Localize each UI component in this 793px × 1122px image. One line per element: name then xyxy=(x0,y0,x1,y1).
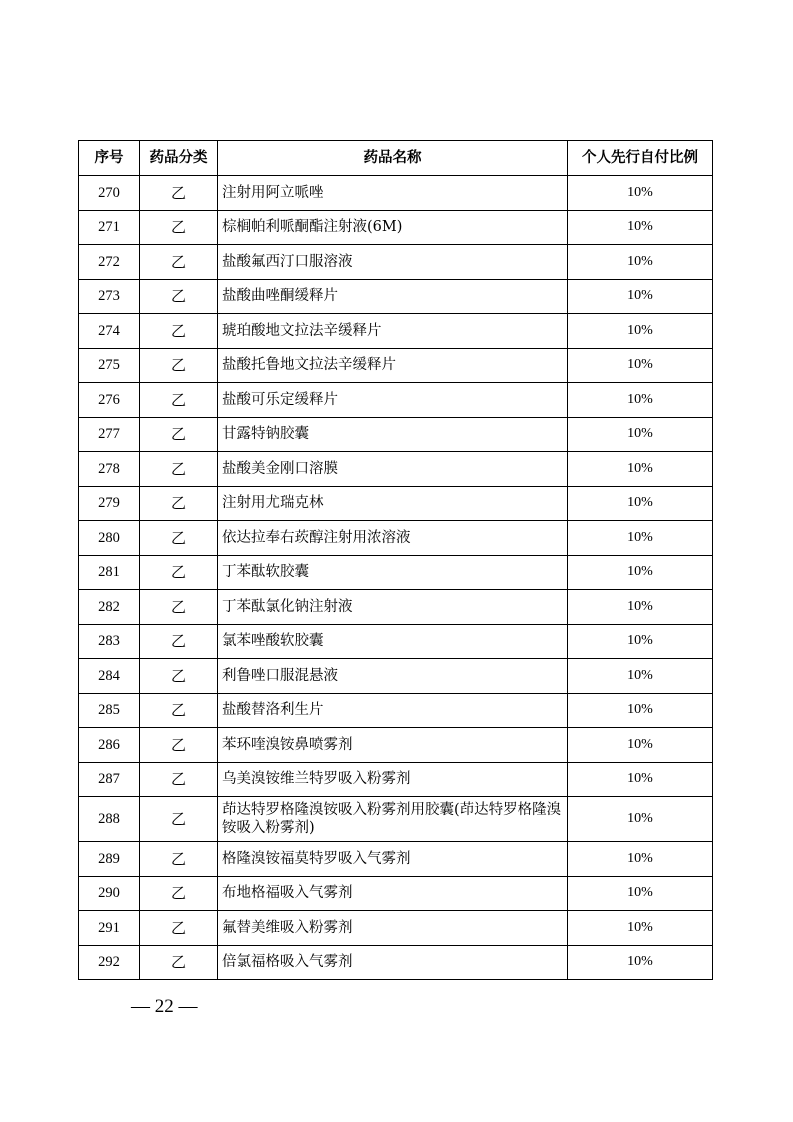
drug-name-cell: 依达拉奉右莰醇注射用浓溶液 xyxy=(218,521,568,556)
table-row xyxy=(79,417,713,452)
table-row xyxy=(79,452,713,487)
drug-name-cell: 注射用尤瑞克林 xyxy=(218,486,568,521)
drug-name-cell: 盐酸替洛利生片 xyxy=(218,693,568,728)
drug-category-cell: 乙 xyxy=(140,876,218,911)
table-row xyxy=(79,876,713,911)
serial-number-cell: 284 xyxy=(79,659,140,694)
serial-number-cell: 272 xyxy=(79,245,140,280)
drug-name-cell: 乌美溴铵维兰特罗吸入粉雾剂 xyxy=(218,762,568,797)
self-pay-ratio-cell: 10% xyxy=(568,176,713,211)
drug-name-cell: 盐酸曲唑酮缓释片 xyxy=(218,279,568,314)
drug-category-cell: 乙 xyxy=(140,590,218,625)
self-pay-ratio-cell: 10% xyxy=(568,245,713,280)
header-drug-category: 药品分类 xyxy=(140,141,218,176)
table-row xyxy=(79,348,713,383)
serial-number-cell: 287 xyxy=(79,762,140,797)
self-pay-ratio-cell: 10% xyxy=(568,693,713,728)
serial-number-cell: 290 xyxy=(79,876,140,911)
drug-category-cell: 乙 xyxy=(140,486,218,521)
self-pay-ratio-cell: 10% xyxy=(568,279,713,314)
table-row xyxy=(79,624,713,659)
table-row xyxy=(79,245,713,280)
table-row xyxy=(79,659,713,694)
drug-category-cell: 乙 xyxy=(140,945,218,980)
drug-category-cell: 乙 xyxy=(140,210,218,245)
self-pay-ratio-cell: 10% xyxy=(568,797,713,842)
serial-number-cell: 291 xyxy=(79,911,140,946)
drug-name-cell: 茚达特罗格隆溴铵吸入粉雾剂用胶囊(茚达特罗格隆溴铵吸入粉雾剂) xyxy=(218,797,568,842)
table-row xyxy=(79,693,713,728)
table-row xyxy=(79,314,713,349)
table-row xyxy=(79,797,713,842)
drug-name-cell: 琥珀酸地文拉法辛缓释片 xyxy=(218,314,568,349)
self-pay-ratio-cell: 10% xyxy=(568,383,713,418)
drug-name-cell: 丁苯酞软胶囊 xyxy=(218,555,568,590)
drug-name-cell: 利鲁唑口服混悬液 xyxy=(218,659,568,694)
drug-name-cell: 注射用阿立哌唑 xyxy=(218,176,568,211)
self-pay-ratio-cell: 10% xyxy=(568,659,713,694)
drug-category-cell: 乙 xyxy=(140,555,218,590)
serial-number-cell: 270 xyxy=(79,176,140,211)
header-self-pay-ratio: 个人先行自付比例 xyxy=(568,141,713,176)
drug-name-cell: 甘露特钠胶囊 xyxy=(218,417,568,452)
drug-category-cell: 乙 xyxy=(140,762,218,797)
serial-number-cell: 286 xyxy=(79,728,140,763)
drug-table xyxy=(78,140,713,980)
serial-number-cell: 273 xyxy=(79,279,140,314)
table-row xyxy=(79,555,713,590)
self-pay-ratio-cell: 10% xyxy=(568,842,713,877)
table-row xyxy=(79,279,713,314)
drug-category-cell: 乙 xyxy=(140,624,218,659)
self-pay-ratio-cell: 10% xyxy=(568,762,713,797)
drug-name-cell: 格隆溴铵福莫特罗吸入气雾剂 xyxy=(218,842,568,877)
drug-category-cell: 乙 xyxy=(140,279,218,314)
drug-name-cell: 苯环喹溴铵鼻喷雾剂 xyxy=(218,728,568,763)
table-row xyxy=(79,176,713,211)
drug-category-cell: 乙 xyxy=(140,797,218,842)
serial-number-cell: 289 xyxy=(79,842,140,877)
header-drug-name: 药品名称 xyxy=(218,141,568,176)
drug-category-cell: 乙 xyxy=(140,911,218,946)
drug-category-cell: 乙 xyxy=(140,452,218,487)
serial-number-cell: 276 xyxy=(79,383,140,418)
drug-name-cell: 盐酸可乐定缓释片 xyxy=(218,383,568,418)
self-pay-ratio-cell: 10% xyxy=(568,210,713,245)
self-pay-ratio-cell: 10% xyxy=(568,728,713,763)
table-row xyxy=(79,842,713,877)
page-number: — 22 — xyxy=(131,996,198,1017)
serial-number-cell: 288 xyxy=(79,797,140,842)
drug-category-cell: 乙 xyxy=(140,417,218,452)
serial-number-cell: 285 xyxy=(79,693,140,728)
drug-category-cell: 乙 xyxy=(140,521,218,556)
drug-category-cell: 乙 xyxy=(140,693,218,728)
drug-category-cell: 乙 xyxy=(140,728,218,763)
serial-number-cell: 283 xyxy=(79,624,140,659)
table-row xyxy=(79,486,713,521)
table-row xyxy=(79,210,713,245)
serial-number-cell: 275 xyxy=(79,348,140,383)
drug-category-cell: 乙 xyxy=(140,348,218,383)
drug-category-cell: 乙 xyxy=(140,176,218,211)
drug-category-cell: 乙 xyxy=(140,659,218,694)
serial-number-cell: 282 xyxy=(79,590,140,625)
table-header-row xyxy=(79,141,713,176)
serial-number-cell: 278 xyxy=(79,452,140,487)
drug-category-cell: 乙 xyxy=(140,245,218,280)
table-body xyxy=(79,176,713,980)
self-pay-ratio-cell: 10% xyxy=(568,624,713,659)
drug-name-cell: 盐酸托鲁地文拉法辛缓释片 xyxy=(218,348,568,383)
self-pay-ratio-cell: 10% xyxy=(568,876,713,911)
self-pay-ratio-cell: 10% xyxy=(568,911,713,946)
serial-number-cell: 281 xyxy=(79,555,140,590)
drug-name-cell: 氟替美维吸入粉雾剂 xyxy=(218,911,568,946)
drug-name-cell: 棕榈帕利哌酮酯注射液(6M) xyxy=(218,210,568,245)
self-pay-ratio-cell: 10% xyxy=(568,314,713,349)
self-pay-ratio-cell: 10% xyxy=(568,417,713,452)
drug-name-cell: 氯苯唑酸软胶囊 xyxy=(218,624,568,659)
drug-name-cell: 盐酸美金刚口溶膜 xyxy=(218,452,568,487)
table-row xyxy=(79,762,713,797)
self-pay-ratio-cell: 10% xyxy=(568,945,713,980)
self-pay-ratio-cell: 10% xyxy=(568,590,713,625)
drug-name-cell: 盐酸氟西汀口服溶液 xyxy=(218,245,568,280)
self-pay-ratio-cell: 10% xyxy=(568,348,713,383)
serial-number-cell: 271 xyxy=(79,210,140,245)
serial-number-cell: 280 xyxy=(79,521,140,556)
table-row xyxy=(79,728,713,763)
table-row xyxy=(79,945,713,980)
table-row xyxy=(79,590,713,625)
serial-number-cell: 292 xyxy=(79,945,140,980)
serial-number-cell: 277 xyxy=(79,417,140,452)
drug-category-cell: 乙 xyxy=(140,314,218,349)
self-pay-ratio-cell: 10% xyxy=(568,452,713,487)
self-pay-ratio-cell: 10% xyxy=(568,486,713,521)
table-row xyxy=(79,383,713,418)
drug-name-cell: 丁苯酞氯化钠注射液 xyxy=(218,590,568,625)
self-pay-ratio-cell: 10% xyxy=(568,555,713,590)
serial-number-cell: 274 xyxy=(79,314,140,349)
self-pay-ratio-cell: 10% xyxy=(568,521,713,556)
drug-category-cell: 乙 xyxy=(140,383,218,418)
header-serial-number: 序号 xyxy=(79,141,140,176)
serial-number-cell: 279 xyxy=(79,486,140,521)
drug-category-cell: 乙 xyxy=(140,842,218,877)
drug-name-cell: 布地格福吸入气雾剂 xyxy=(218,876,568,911)
table-row xyxy=(79,911,713,946)
drug-name-cell: 倍氯福格吸入气雾剂 xyxy=(218,945,568,980)
table-row xyxy=(79,521,713,556)
